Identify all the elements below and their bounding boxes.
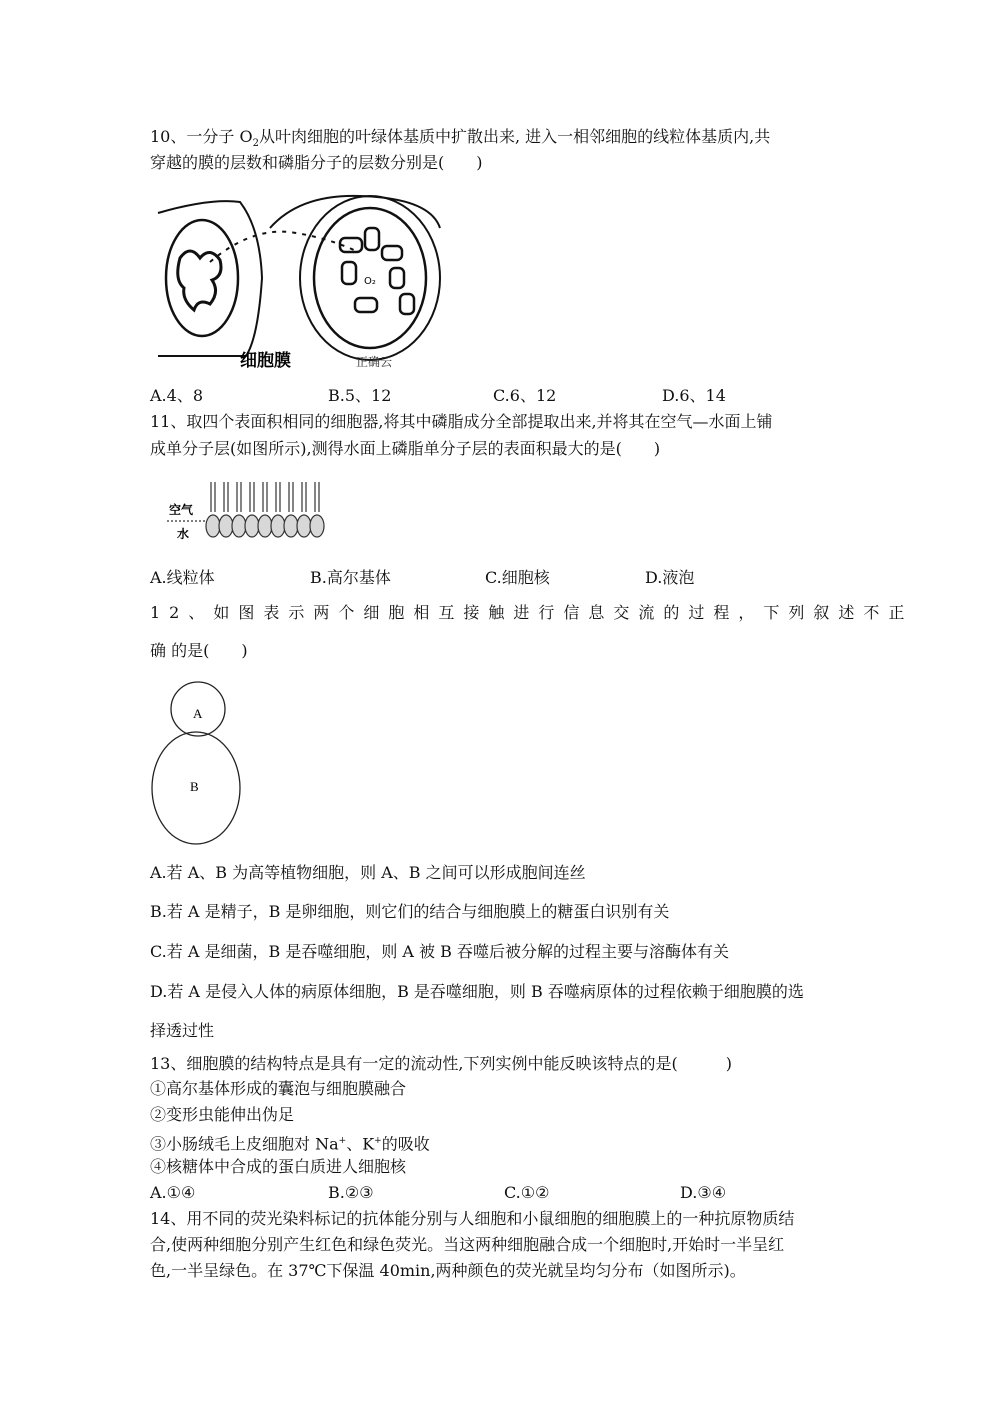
q11-option-d[interactable]: D.液泡: [645, 568, 695, 587]
q11-air-label: 空气: [169, 503, 194, 517]
q14-stem-line1: 14、用不同的荧光染料标记的抗体能分别与人细胞和小鼠细胞的细胞膜上的一种抗原物质结: [150, 1209, 795, 1228]
q10-o2-label: O₂: [364, 276, 376, 287]
q10-option-a[interactable]: A.4、8: [150, 386, 204, 405]
q13-item-3: ③小肠绒毛上皮细胞对 Na+、K+的吸收: [150, 1134, 430, 1154]
q10-membrane-label: 细胞膜: [240, 351, 291, 370]
q13-option-b[interactable]: B.②③: [328, 1183, 374, 1202]
q14-stem-line2: 合,使两种细胞分别产生红色和绿色荧光。当这两种细胞融合成一个细胞时,开始时一半呈红: [150, 1235, 785, 1254]
q14-stem-line3: 色,一半呈绿色。在 37℃下保温 40min,两种颜色的荧光就呈均匀分布（如图所示)。: [150, 1261, 746, 1280]
cell-b-label: B: [190, 779, 199, 794]
q13-stem: 13、细胞膜的结构特点是具有一定的流动性,下列实例中能反映该特点的是( ): [150, 1054, 732, 1073]
q11-option-b[interactable]: B.高尔基体: [310, 568, 391, 587]
q10-stem-line2: 穿越的膜的层数和磷脂分子的层数分别是( ): [150, 153, 483, 172]
q10-stem-line1: 10、一分子 $O_2$从叶肉细胞的叶绿体基质中扩散出来, 进入一相邻细胞的线粒体基质内,共: [150, 127, 771, 150]
cell-a-label: A: [193, 706, 203, 721]
q11-stem-line1: 11、取四个表面积相同的细胞器,将其中磷脂成分全部提取出来,并将其在空气—水面上铺: [150, 412, 773, 431]
q11-water-label: 水: [177, 527, 190, 541]
q12-cells-figure: [150, 678, 250, 848]
q12-option-d[interactable]: D.若 A 是侵入人体的病原体细胞，B 是吞噬细胞，则 B 吞噬病原体的过程依赖于细胞膜的选: [150, 982, 804, 1001]
q11-stem-line2: 成单分子层(如图所示),测得水面上磷脂单分子层的表面积最大的是( ): [150, 439, 661, 458]
q12-option-b[interactable]: B.若 A 是精子，B 是卵细胞，则它们的结合与细胞膜上的糖蛋白识别有关: [150, 902, 670, 921]
q10-option-c[interactable]: C.6、12: [493, 386, 557, 405]
q13-option-d[interactable]: D.③④: [680, 1183, 727, 1202]
q10-watermark: 正确云: [356, 355, 393, 369]
q11-option-c[interactable]: C.细胞核: [485, 568, 550, 587]
q12-stem-line2: 确 的是( ): [150, 641, 248, 660]
q13-option-c[interactable]: C.①②: [504, 1183, 550, 1202]
q13-item-2: ②变形虫能伸出伪足: [150, 1105, 295, 1124]
q12-stem-line1: 12、如图表示两个细胞相互接触进行信息交流的过程，下列叙述不正: [150, 603, 914, 622]
q13-option-a[interactable]: A.①④: [150, 1183, 196, 1202]
q12-option-a[interactable]: A.若 A、B 为高等植物细胞，则 A、B 之间可以形成胞间连丝: [150, 863, 586, 882]
q10-option-b[interactable]: B.5、12: [328, 386, 392, 405]
q11-monolayer-figure: [165, 478, 345, 548]
q10-cell-figure: [150, 188, 450, 370]
q13-item-4: ④核糖体中合成的蛋白质进人细胞核: [150, 1157, 407, 1176]
q12-option-d-cont: 择透过性: [150, 1021, 215, 1040]
q10-option-d[interactable]: D.6、14: [662, 386, 726, 405]
q11-option-a[interactable]: A.线粒体: [150, 568, 215, 587]
q12-option-c[interactable]: C.若 A 是细菌，B 是吞噬细胞，则 A 被 B 吞噬后被分解的过程主要与溶酶体有关: [150, 942, 729, 961]
q13-item-1: ①高尔基体形成的囊泡与细胞膜融合: [150, 1079, 407, 1098]
